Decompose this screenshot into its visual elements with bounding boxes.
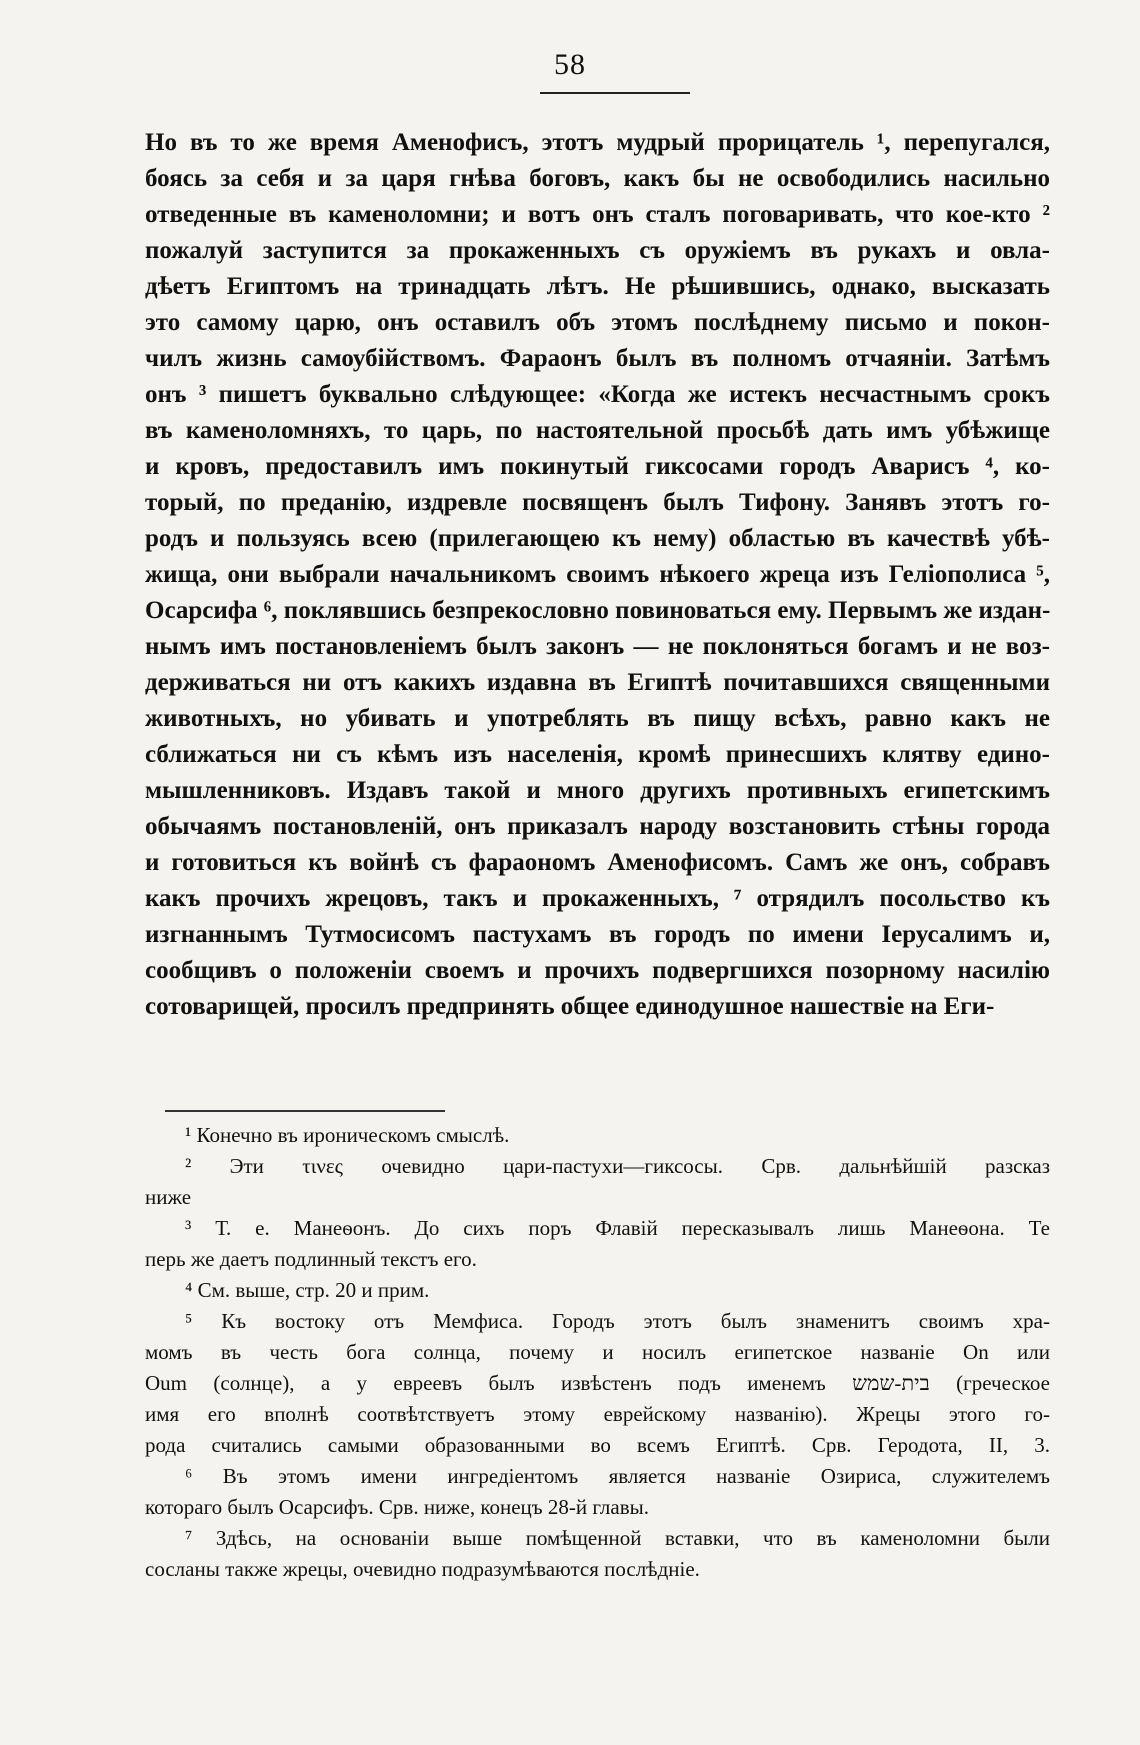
- footnote-line: ¹ Конечно въ ироническомъ смыслѣ.: [185, 1123, 510, 1147]
- body-text-line: онъ ³ пишетъ буквально слѣдующее: «Когда же истекъ несчастнымъ срокъ: [145, 381, 1050, 408]
- footnote-line: ⁷ Здѣсь, на основаніи выше помѣщенной вставки, что въ каменоломни были: [185, 1526, 1050, 1550]
- body-text-line: какъ прочихъ жрецовъ, такъ и прокаженныхъ, ⁷ отрядилъ посольство къ: [145, 885, 1050, 912]
- footnote-line: перь же даетъ подлинный текстъ его.: [145, 1247, 477, 1271]
- body-text-line: сотоварищей, просилъ предпринять общее единодушное нашествіе на Еги-: [145, 993, 995, 1020]
- body-text-line: отведенные въ каменоломни; и вотъ онъ сталъ поговаривать, что кое-кто ²: [145, 201, 1050, 228]
- footnote-line: имя его вполнѣ соотвѣтствуетъ этому еврейскому названію). Жрецы этого го-: [145, 1402, 1050, 1426]
- body-text-line: держиваться ни отъ какихъ издавна въ Египтѣ почитавшихся священными: [145, 669, 1050, 696]
- body-text-line: изгнаннымъ Тутмосисомъ пастухамъ въ городъ по имени Іерусалимъ и,: [145, 921, 1050, 948]
- body-text-line: обычаямъ постановленій, онъ приказалъ народу возстановить стѣны города: [145, 813, 1050, 840]
- body-text-line: дѣетъ Египтомъ на тринадцать лѣтъ. Не рѣшившись, однако, высказать: [145, 273, 1050, 300]
- footnote-line: рода считались самыми образованными во всемъ Египтѣ. Срв. Геродота, II, 3.: [145, 1433, 1050, 1457]
- footnote-line: ниже: [145, 1185, 192, 1209]
- body-text-line: въ каменоломняхъ, то царь, по настоятельной просьбѣ дать имъ убѣжище: [145, 417, 1050, 444]
- body-text-line: это самому царю, онъ оставилъ объ этомъ послѣднему письмо и покон-: [145, 309, 1050, 336]
- footnote-line: ² Эти τινες очевидно цари-пастухи—гиксосы. Срв. дальнѣйшій разсказ: [185, 1154, 1050, 1178]
- footnotes: [145, 1120, 1050, 1585]
- body-text-line: жища, они выбрали начальникомъ своимъ нѣкоего жреца изъ Геліополиса ⁵,: [145, 561, 1050, 588]
- footnote-line: сосланы также жрецы, очевидно подразумѣваются послѣдніе.: [145, 1557, 700, 1581]
- footnote-line: ³ Т. е. Манеѳонъ. До сихъ поръ Флавій пересказывалъ лишь Манеѳона. Те: [185, 1216, 1050, 1240]
- body-text-line: торый, по преданію, издревле посвященъ былъ Тифону. Занявъ этотъ го-: [145, 489, 1050, 516]
- main-text: [145, 125, 1050, 1025]
- footnote-line: момъ въ честь бога солнца, почему и носилъ египетское названіе On или: [145, 1340, 1050, 1364]
- footnote-line: котораго былъ Осарсифъ. Срв. ниже, конецъ 28-й главы.: [145, 1495, 649, 1519]
- body-text-line: нымъ имъ постановленіемъ былъ законъ — не поклоняться богамъ и не воз-: [145, 633, 1050, 660]
- body-text-line: боясь за себя и за царя гнѣва боговъ, какъ бы не освободились насильно: [145, 165, 1050, 192]
- footnote-separator: [165, 1110, 445, 1112]
- footnote-line: ⁵ Къ востоку отъ Мемфиса. Городъ этотъ былъ знаменитъ своимъ хра-: [185, 1309, 1050, 1333]
- footnote-line: Oum (солнце), а у евреевъ былъ извѣстенъ подъ именемъ בית-שמש (греческое: [145, 1371, 1050, 1395]
- body-text-line: родъ и пользуясь всею (прилегающею къ нему) областью въ качествѣ убѣ-: [145, 525, 1050, 552]
- body-text-line: Осарсифа ⁶, поклявшись безпрекословно повиноваться ему. Первымъ же издан-: [145, 597, 1051, 624]
- body-text-line: животныхъ, но убивать и употреблять въ пищу всѣхъ, равно какъ не: [145, 705, 1050, 732]
- body-text-line: и готовиться къ войнѣ съ фараономъ Аменофисомъ. Самъ же онъ, собравъ: [145, 849, 1050, 876]
- body-text-line: пожалуй заступится за прокаженныхъ съ оружіемъ въ рукахъ и овла-: [145, 237, 1050, 264]
- footnote-line: ⁶ Въ этомъ имени ингредіентомъ является названіе Озириса, служителемъ: [185, 1464, 1050, 1488]
- body-text-line: чилъ жизнь самоубійствомъ. Фараонъ былъ въ полномъ отчаяніи. Затѣмъ: [145, 345, 1050, 372]
- body-text-line: мышленниковъ. Издавъ такой и много другихъ противныхъ египетскимъ: [145, 777, 1050, 804]
- footnote-line: ⁴ См. выше, стр. 20 и прим.: [185, 1278, 430, 1302]
- body-text-line: сближаться ни съ кѣмъ изъ населенія, кромѣ принесшихъ клятву едино-: [145, 741, 1050, 768]
- body-text-line: Но въ то же время Аменофисъ, этотъ мудрый прорицатель ¹, перепугался,: [145, 129, 1050, 156]
- body-text-line: сообщивъ о положеніи своемъ и прочихъ подвергшихся позорному насилію: [145, 957, 1050, 984]
- page-number-rule: [540, 92, 690, 94]
- body-text-line: и кровъ, предоставилъ имъ покинутый гиксосами городъ Аварисъ ⁴, ко-: [145, 453, 1050, 480]
- page-number: 58: [554, 48, 586, 81]
